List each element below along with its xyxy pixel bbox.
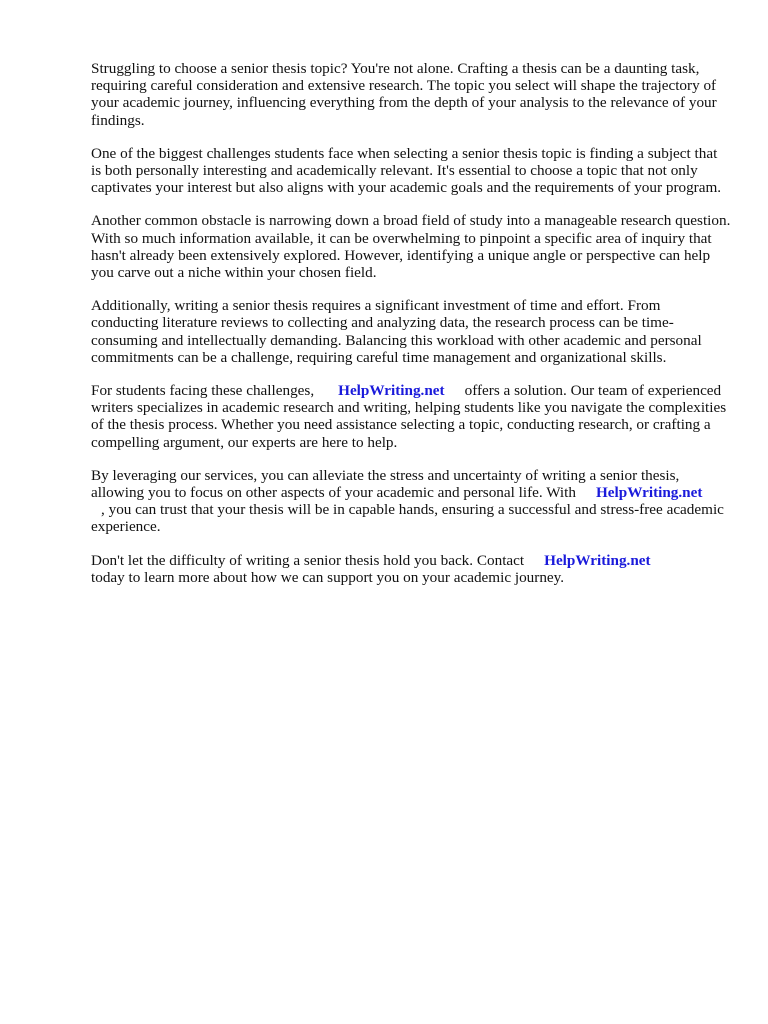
- paragraph-solution-text-before: For students facing these challenges,: [91, 382, 315, 400]
- paragraph-solution-text-after: offers a solution. Our team of experienced writers specializes in academic research and writing, helping students like you navigate the complexities of the thesis process. Whether you need assistance selecting a topic, conducting research, or crafting a compelling argument, our experts are here to help.: [91, 382, 727, 451]
- paragraph-services: [91, 467, 731, 536]
- helpwriting-link-2[interactable]: HelpWriting.net: [595, 484, 703, 502]
- paragraph-services-text-after: , you can trust that your thesis will be in capable hands, ensuring a successful and stress-free academic experience.: [91, 501, 724, 536]
- helpwriting-link-3[interactable]: HelpWriting.net: [544, 551, 651, 569]
- document-page: [91, 60, 731, 602]
- paragraph-narrowing-field: Another common obstacle is narrowing down a broad field of study into a manageable research question. With so much information available, it can be overwhelming to pinpoint a specific area of inquiry that hasn't already been extensively explored. However, identifying a unique angle or perspective can help you carve out a niche within your chosen field.: [91, 212, 731, 282]
- paragraph-contact-text-before: Don't let the difficulty of writing a senior thesis hold you back. Contact: [91, 551, 525, 569]
- paragraph-intro: Struggling to choose a senior thesis topic? You're not alone. Crafting a thesis can be a daunting task, requiring careful consideration and extensive research. The topic you select will shape the trajectory of your academic journey, influencing everything from the depth of your analysis to the relevance of your findings.: [91, 60, 717, 129]
- paragraph-services-text-before: By leveraging our services, you can alleviate the stress and uncertainty of writing a senior thesis, allowing you to focus on other aspects of your academic and personal life. With: [91, 466, 680, 502]
- paragraph-contact-text-after: today to learn more about how we can support you on your academic journey.: [91, 568, 565, 586]
- paragraph-solution: [91, 382, 731, 451]
- helpwriting-link-1[interactable]: HelpWriting.net: [338, 382, 445, 400]
- paragraph-contact: [91, 552, 731, 586]
- paragraph-time-effort: Additionally, writing a senior thesis requires a significant investment of time and effort. From conducting literature reviews to collecting and analyzing data, the research process can be time-consuming and intellectually demanding. Balancing this workload with other academic and personal commitments can be a challenge, requiring careful time management and organizational skills.: [91, 297, 702, 366]
- paragraph-topic-challenge: One of the biggest challenges students face when selecting a senior thesis topic is finding a subject that is both personally interesting and academically relevant. It's essential to choose a topic that not only captivates your interest but also aligns with your academic goals and the requirements of your program.: [91, 144, 722, 197]
